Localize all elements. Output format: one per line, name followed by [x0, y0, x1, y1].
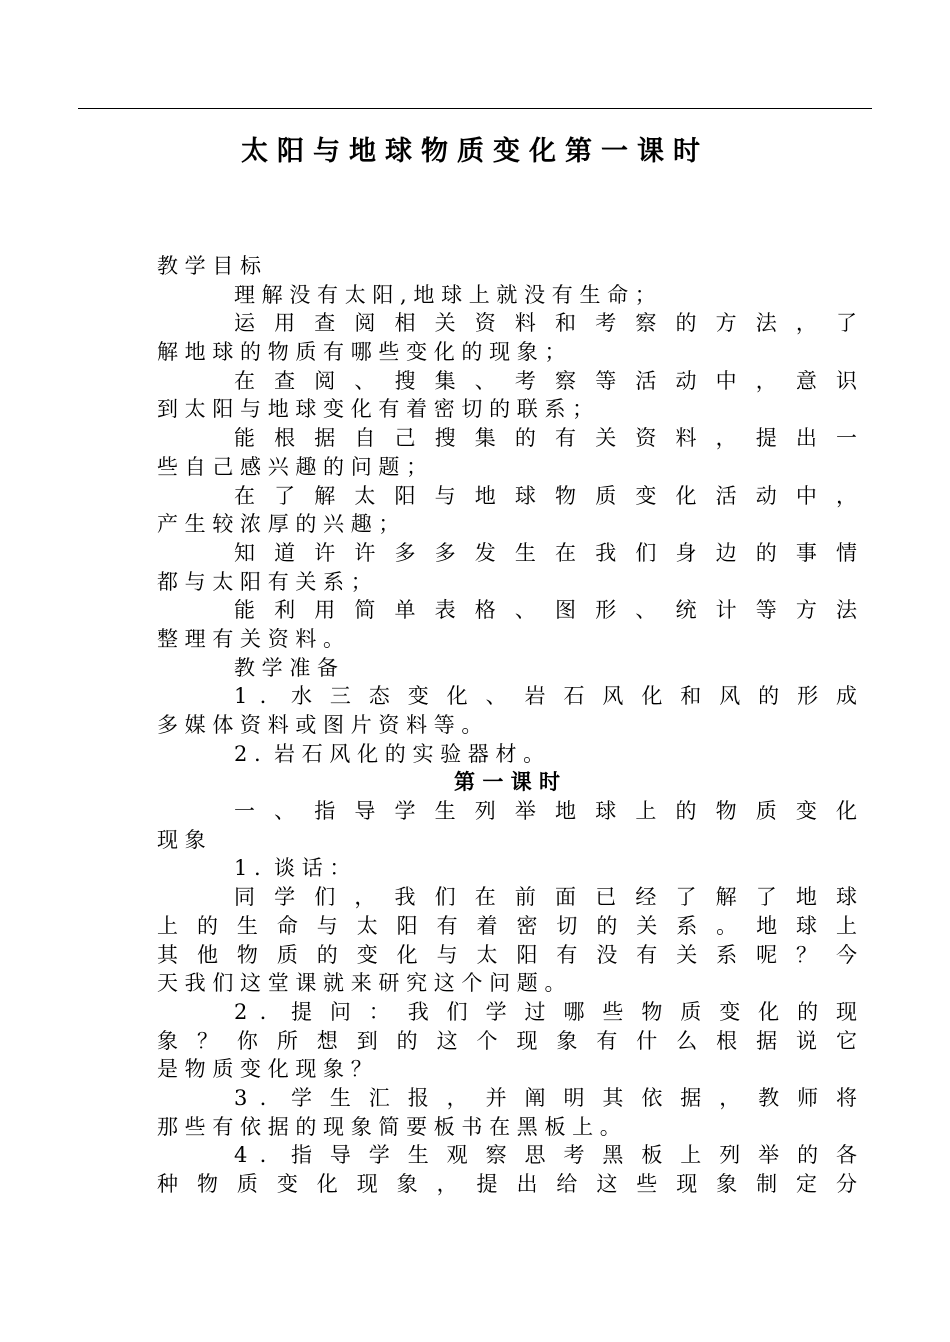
document-body — [157, 252, 857, 1199]
paragraph-line: 现 象 — [157, 827, 206, 852]
section-heading-first-lesson: 第 一 课 时 — [454, 770, 560, 795]
paragraph-line: 那 些 有 依 据 的 现 象 简 要 板 书 在 黑 板 上 。 — [157, 1114, 621, 1139]
paragraph-line: 天 我 们 这 堂 课 就 来 研 究 这 个 问 题 。 — [157, 971, 566, 996]
paragraph-line: 能 根 据 自 己 搜 集 的 有 关 资 料 ， 提 出 一 — [234, 426, 857, 451]
paragraph-line: 理 解 没 有 太 阳 , 地 球 上 就 没 有 生 命 ； — [234, 282, 656, 307]
paragraph-line: 整 理 有 关 资 料 。 — [157, 626, 345, 651]
paragraph-line: 象 ？ 你 所 想 到 的 这 个 现 象 有 什 么 根 据 说 它 — [157, 1028, 857, 1053]
paragraph-line: 多 媒 体 资 料 或 图 片 资 料 等 。 — [157, 713, 483, 737]
paragraph-line: 解 地 球 的 物 质 有 哪 些 变 化 的 现 象 ； — [157, 340, 566, 365]
paragraph-line: 种 物 质 变 化 现 象 ， 提 出 给 这 些 现 象 制 定 分 — [157, 1172, 857, 1196]
paragraph-line: 运 用 查 阅 相 关 资 料 和 考 察 的 方 法 ， 了 — [234, 311, 857, 336]
paragraph-line: 2 . 岩 石 风 化 的 实 验 器 材 。 — [234, 741, 545, 766]
header-rule — [78, 108, 872, 109]
paragraph-line: 1 . 水 三 态 变 化 、 岩 石 风 化 和 风 的 形 成 — [234, 684, 857, 709]
paragraph-line: 3 . 学 生 汇 报 ， 并 阐 明 其 依 据 ， 教 师 将 — [234, 1085, 857, 1110]
paragraph-line: 知 道 许 许 多 多 发 生 在 我 们 身 边 的 事 情 — [234, 540, 857, 565]
paragraph-line: 产 生 较 浓 厚 的 兴 趣 ； — [157, 512, 400, 537]
paragraph-line: 是 物 质 变 化 现 象 ？ — [157, 1057, 372, 1082]
paragraph-line: 其 他 物 质 的 变 化 与 太 阳 有 没 有 关 系 呢 ？ 今 — [157, 942, 857, 967]
paragraph-line: 2 . 提 问 ： 我 们 学 过 哪 些 物 质 变 化 的 现 — [234, 999, 857, 1024]
paragraph-line: 上 的 生 命 与 太 阳 有 着 密 切 的 关 系 。 地 球 上 — [157, 913, 857, 938]
paragraph-line: 一 、 指 导 学 生 列 举 地 球 上 的 物 质 变 化 — [234, 799, 857, 824]
paragraph-line: 在 了 解 太 阳 与 地 球 物 质 变 化 活 动 中 ， — [234, 483, 857, 508]
section-heading-preparation: 教 学 准 备 — [234, 655, 339, 680]
paragraph-line: 1 . 谈 话 ： — [234, 856, 351, 881]
paragraph-line: 些 自 己 感 兴 趣 的 问 题 ； — [157, 454, 428, 479]
paragraph-line: 在 查 阅 、 搜 集 、 考 察 等 活 动 中 ， 意 识 — [234, 368, 857, 393]
section-heading-objectives: 教 学 目 标 — [157, 254, 262, 278]
paragraph-line: 能 利 用 简 单 表 格 、 图 形 、 统 计 等 方 法 — [234, 598, 857, 623]
document-title: 太阳与地球物质变化第一课时 — [241, 136, 709, 167]
paragraph-line: 同 学 们 ， 我 们 在 前 面 已 经 了 解 了 地 球 — [234, 885, 857, 910]
paragraph-line: 到 太 阳 与 地 球 变 化 有 着 密 切 的 联 系 ； — [157, 397, 594, 422]
paragraph-line: 4 . 指 导 学 生 观 察 思 考 黑 板 上 列 举 的 各 — [234, 1143, 857, 1168]
paragraph-line: 都 与 太 阳 有 关 系 ； — [157, 569, 372, 594]
